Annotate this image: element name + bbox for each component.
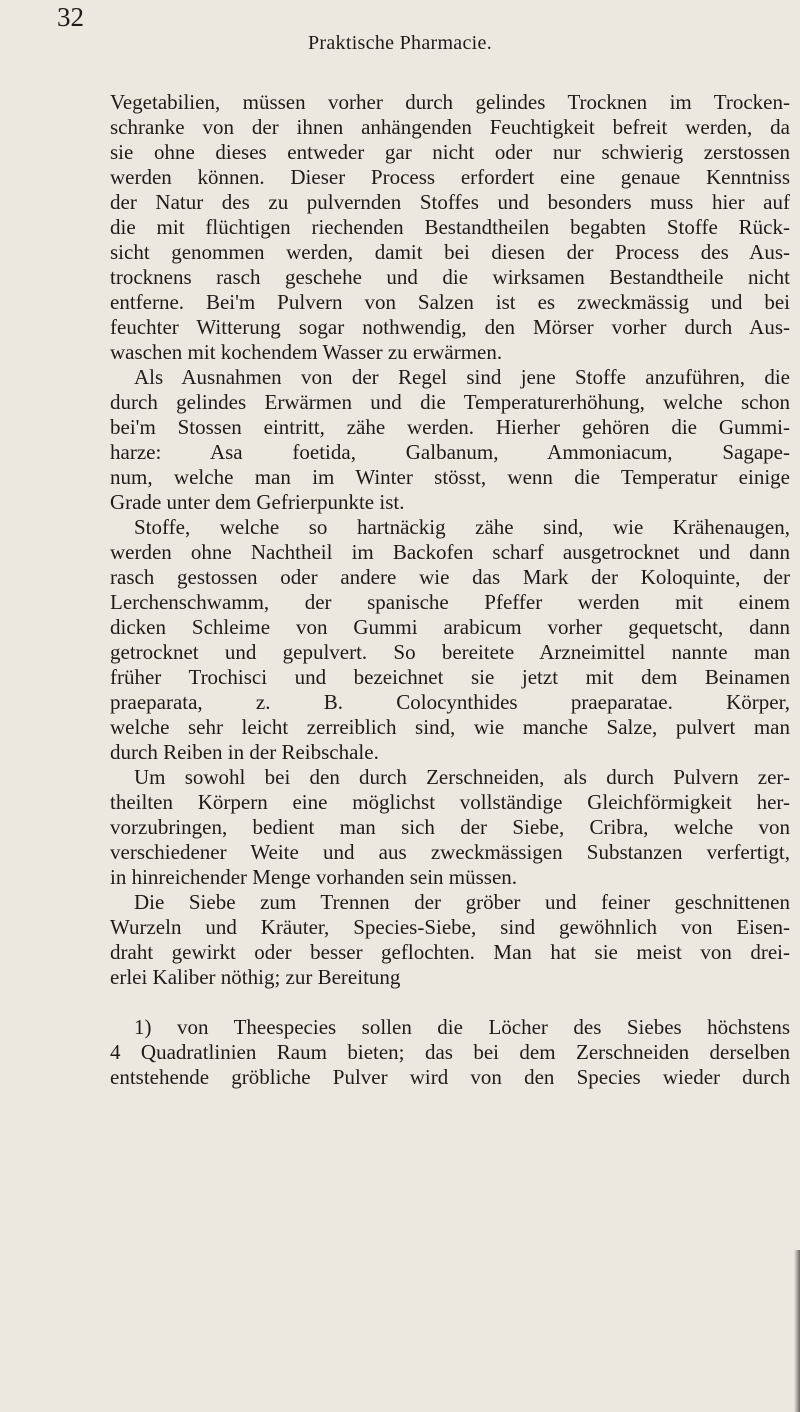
text-line: früher Trochisci und bezeichnet sie jetzt mit dem Beinamen	[110, 665, 790, 689]
text-line: getrocknet und gepulvert. So bereitete Arzneimittel nannte man	[110, 640, 790, 664]
text-line: theilten Körpern eine möglichst vollständige Gleichförmigkeit her-	[110, 790, 790, 814]
text-line: bei'm Stossen eintritt, zähe werden. Hierher gehören die Gummi-	[110, 415, 790, 439]
text-line: vorzubringen, bedient man sich der Siebe, Cribra, welche von	[110, 815, 790, 839]
text-line: dicken Schleime von Gummi arabicum vorher gequetscht, dann	[110, 615, 790, 639]
text-line: durch gelindes Erwärmen und die Temperaturerhöhung, welche schon	[110, 390, 790, 414]
text-line: durch Reiben in der Reibschale.	[110, 740, 379, 764]
text-line: werden können. Dieser Process erfordert eine genaue Kenntniss	[110, 165, 790, 189]
spacer	[110, 990, 790, 1015]
text-line: 4 Quadratlinien Raum bieten; das bei dem Zerschneiden derselben	[110, 1040, 790, 1064]
text-line: werden ohne Nachtheil im Backofen scharf ausgetrocknet und dann	[110, 540, 790, 564]
text-line: Die Siebe zum Trennen der gröber und feiner geschnittenen	[134, 890, 790, 914]
text-line: Wurzeln und Kräuter, Species-Siebe, sind gewöhnlich von Eisen-	[110, 915, 790, 939]
text-line: der Natur des zu pulvernden Stoffes und besonders muss hier auf	[110, 190, 790, 214]
body-text	[110, 90, 790, 1090]
text-line: 1) von Theespecies sollen die Löcher des Siebes höchstens	[134, 1015, 790, 1039]
running-title: Praktische Pharmacie.	[307, 32, 492, 54]
text-line: trocknens rasch geschehe und die wirksamen Bestandtheile nicht	[110, 265, 790, 289]
text-line: entferne. Bei'm Pulvern von Salzen ist es zweckmässig und bei	[110, 290, 790, 314]
text-line: die mit flüchtigen riechenden Bestandtheilen begabten Stoffe Rück-	[110, 215, 790, 239]
text-line: feuchter Witterung sogar nothwendig, den Mörser vorher durch Aus-	[110, 315, 790, 339]
text-line: welche sehr leicht zerreiblich sind, wie manche Salze, pulvert man	[110, 715, 790, 739]
page-edge-shadow	[794, 1250, 800, 1412]
text-line: draht gewirkt oder besser geflochten. Man hat sie meist von drei-	[110, 940, 790, 964]
text-line: waschen mit kochendem Wasser zu erwärmen.	[110, 340, 503, 364]
text-line: harze: Asa foetida, Galbanum, Ammoniacum, Sagape-	[110, 440, 790, 464]
text-line: verschiedener Weite und aus zweckmässigen Substanzen verfertigt,	[110, 840, 790, 864]
text-line: entstehende gröbliche Pulver wird von den Species wieder durch	[110, 1065, 790, 1089]
text-line: Als Ausnahmen von der Regel sind jene Stoffe anzuführen, die	[134, 365, 790, 389]
page-number: 32	[57, 2, 84, 32]
text-line: Vegetabilien, müssen vorher durch gelindes Trocknen im Trocken-	[110, 90, 790, 114]
text-line: praeparata, z. B. Colocynthides praeparatae. Körper,	[110, 690, 790, 714]
text-line: Lerchenschwamm, der spanische Pfeffer werden mit einem	[110, 590, 790, 614]
text-line: in hinreichender Menge vorhanden sein müssen.	[110, 865, 518, 889]
text-line: Grade unter dem Gefrierpunkte ist.	[110, 490, 405, 514]
text-line: sie ohne dieses entweder gar nicht oder nur schwierig zerstossen	[110, 140, 790, 164]
text-line: schranke von der ihnen anhängenden Feuchtigkeit befreit werden, da	[110, 115, 790, 139]
text-line: num, welche man im Winter stösst, wenn die Temperatur einige	[110, 465, 790, 489]
text-line: Stoffe, welche so hartnäckig zähe sind, wie Krähenaugen,	[134, 515, 790, 539]
text-line: rasch gestossen oder andere wie das Mark der Koloquinte, der	[110, 565, 790, 589]
text-line: Um sowohl bei den durch Zerschneiden, als durch Pulvern zer-	[134, 765, 790, 789]
text-line: erlei Kaliber nöthig; zur Bereitung	[110, 965, 401, 989]
text-line: sicht genommen werden, damit bei diesen der Process des Aus-	[110, 240, 790, 264]
